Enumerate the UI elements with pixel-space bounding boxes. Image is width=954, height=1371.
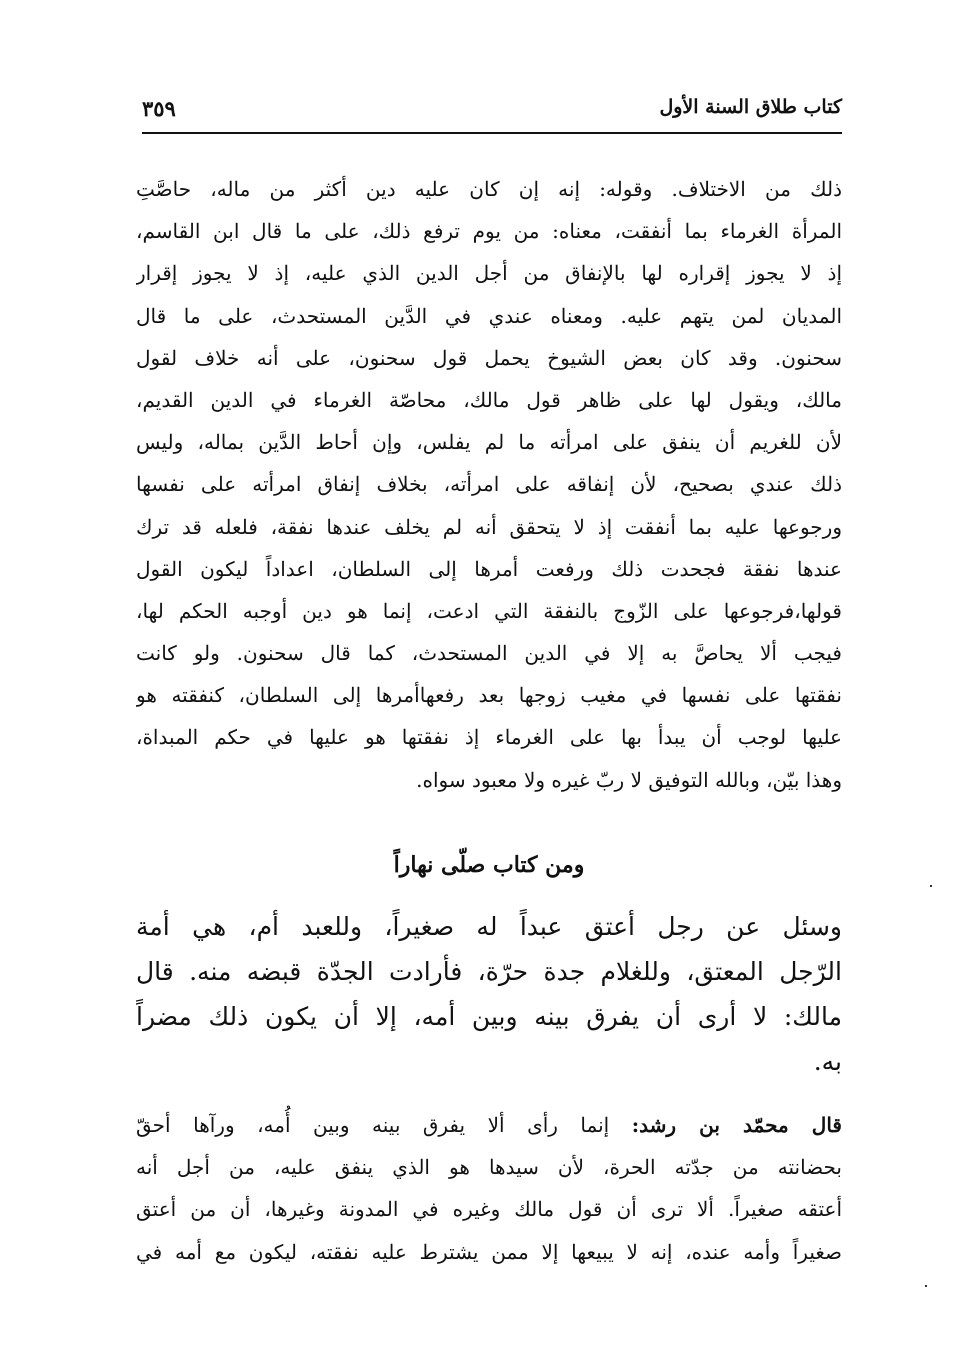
- text-line: سحنون. وقد كان بعض الشيوخ يحمل قول سحنون، على أنه خلاف لقول: [136, 345, 842, 370]
- page-number: ٣٥٩: [142, 96, 176, 121]
- scan-speck: [930, 885, 932, 887]
- text-line: لأن للغريم أن ينفق على امرأته ما لم يفلس، وإن أحاط الدَّين بماله، وليس: [136, 430, 842, 455]
- text-line: المديان لمن يتهم عليه. ومعناه عندي في الدَّين المستحدث، على ما قال: [136, 303, 842, 328]
- text-line-first: [136, 1104, 842, 1146]
- running-title: كتاب طلاق السنة الأول: [659, 96, 842, 118]
- section-heading: ومن كتاب صلّى نهاراً: [393, 852, 585, 878]
- text-line: ذلك عندي بصحيح، لأن إنفاقه على امرأته، بخلاف إنفاق امرأته على نفسها: [136, 472, 842, 497]
- text-line: إذ لا يجوز إقراره لها بالإنفاق من أجل الدين الذي عليه، إذ لا يجوز إقرار: [136, 261, 842, 286]
- text-line: به.: [813, 1047, 842, 1076]
- page-header: [142, 92, 842, 132]
- text-line: صغيراً وأمه عنده، إنه لا يبيعها إلا ممن يشترط عليه نفقته، ليكون مع أمه في: [136, 1239, 842, 1264]
- text-line: ذلك من الاختلاف. وقوله: إنه إن كان عليه دين أكثر من ماله، حاصَّتِ: [136, 177, 842, 201]
- text-line: قولها،فرجوعها على الزّوج بالنفقة التي ادعت، إنما هو دين أوجبه الحكم لها،: [136, 598, 842, 623]
- text-line: أعتقه صغيراً. ألا ترى أن قول مالك وغيره في المدونة وغيرها، أن من أعتق: [136, 1197, 842, 1222]
- text-line: وسئل عن رجل أعتق عبداً له صغيراً، وللعبد أم، هي أمة: [136, 912, 842, 941]
- text-fragment: إنما رأى ألا يفرق بينه وبين أُمه، ورآها أحقّ: [136, 1113, 610, 1137]
- header-rule: [142, 132, 842, 134]
- text-line: المرأة الغرماء بما أنفقت، معناه: من يوم ترفع ذلك، على ما قال ابن القاسم،: [136, 219, 842, 244]
- text-line: بحضانته من جدّته الحرة، لأن سيدها هو الذي ينفق عليه، من أجل أنه: [136, 1155, 842, 1180]
- text-line: مالك: لا أرى أن يفرق بينه وبين أمه، إلا أن يكون ذلك مضراً: [136, 1002, 842, 1031]
- text-line: ورجوعها عليه بما أنفقت إذ لا يتحقق أنه لم يخلف عندها نفقة، فلعله قد ترك: [136, 514, 842, 539]
- text-line: نفقتها على نفسها في مغيب زوجها بعد رفعهاأمرها إلى السلطان، كنفقته هو: [136, 683, 842, 708]
- text-line: عليها لوجب أن يبدأ بها على الغرماء إذ نفقتها هو عليها في حكم المبداة،: [136, 725, 842, 750]
- paragraph-answer: [136, 1104, 842, 1273]
- text-line: فيجب ألا يحاصَّ به إلا في الدين المستحدث، كما قال سحنون. ولو كانت: [136, 641, 842, 666]
- scan-speck: [925, 1285, 927, 1287]
- speaker-label: قال محمّد بن رشد:: [631, 1113, 842, 1137]
- text-line: مالك، ويقول لها على ظاهر قول مالك، محاصّة الغرماء في الدين القديم،: [136, 387, 842, 412]
- text-line: الرّجل المعتق، وللغلام جدة حرّة، فأرادت الجدّة قبضه منه. قال: [136, 957, 842, 986]
- text-line: عندها نفقة فجحدت ذلك ورفعت أمرها إلى السلطان، اعداداً ليكون القول: [136, 556, 842, 581]
- paragraph-question: [136, 904, 842, 1084]
- paragraph-commentary: [136, 168, 842, 801]
- text-line: وهذا بيّن، وبالله التوفيق لا ربّ غيره ولا معبود سواه.: [416, 767, 842, 792]
